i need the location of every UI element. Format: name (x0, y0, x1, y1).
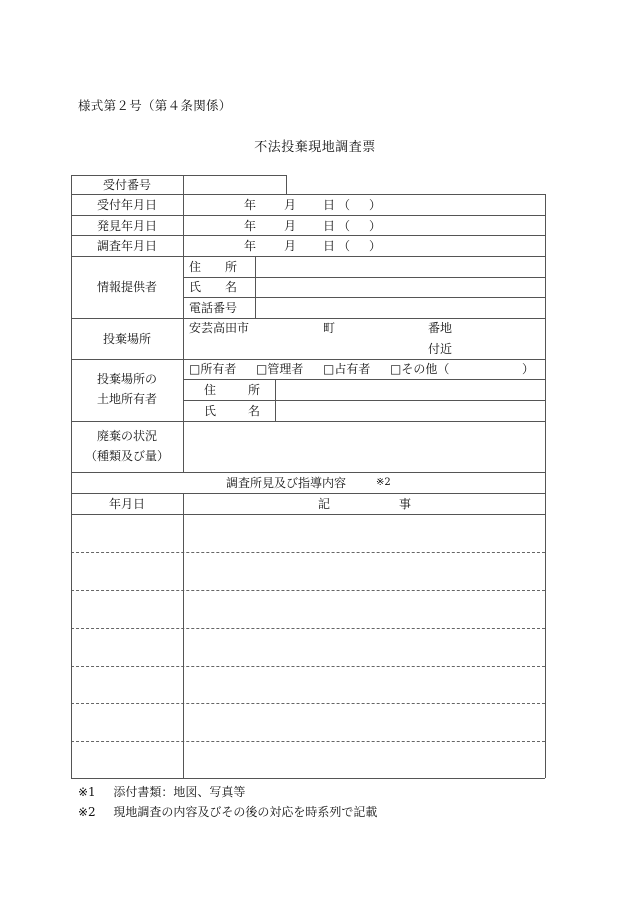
survey-weekday-close: ） (369, 239, 382, 253)
findings-record-header-2: 事 (399, 497, 412, 511)
findings-record-header-1: 記 (318, 497, 331, 511)
survey-month-unit: 月 (284, 239, 297, 253)
receipt-weekday-close: ） (369, 198, 382, 212)
dump-site-city: 安芸高田市 (189, 321, 250, 335)
footnote-2-text: 現地調査の内容及びその後の対応を時系列で記載 (113, 805, 378, 819)
survey-date-label: 調査年月日 (96, 239, 157, 253)
receipt-number-label: 受付番号 (102, 178, 151, 192)
dump-site-town: 町 (323, 321, 336, 335)
discovery-weekday-open: （ (338, 219, 351, 233)
landowner-label-line2: 土地所有者 (96, 392, 157, 406)
receipt-day-unit: 日 (323, 198, 336, 212)
waste-status-label-line2: （種類及び量） (84, 449, 169, 463)
footnote-1 (78, 783, 245, 800)
discovery-month-unit: 月 (284, 219, 297, 233)
other-paren-close: ） (522, 362, 535, 376)
other-checkbox[interactable]: □その他（ (390, 362, 450, 376)
dump-site-vicinity: 付近 (428, 342, 453, 356)
receipt-year-unit: 年 (244, 198, 257, 212)
receipt-date-label: 受付年月日 (96, 198, 157, 212)
discovery-year-unit: 年 (244, 219, 257, 233)
occupant-checkbox[interactable]: □占有者 (323, 362, 371, 376)
dump-site-banchi: 番地 (428, 321, 453, 335)
landowner-label-line1: 投棄場所の (96, 372, 157, 386)
survey-weekday-open: （ (338, 239, 351, 253)
receipt-month-unit: 月 (284, 198, 297, 212)
owner-checkbox[interactable]: □所有者 (189, 362, 237, 376)
discovery-weekday-close: ） (369, 219, 382, 233)
survey-day-unit: 日 (323, 239, 336, 253)
waste-status-label-line1: 廃棄の状況 (96, 429, 157, 443)
document-title: 不法投棄現地調査票 (254, 140, 376, 155)
footnote-2 (78, 803, 377, 820)
informant-address-label: 住 所 (189, 260, 244, 274)
discovery-day-unit: 日 (323, 219, 336, 233)
findings-date-header: 年月日 (108, 497, 145, 511)
landowner-address-label: 住 所 (204, 383, 271, 397)
informant-phone-label: 電話番号 (189, 301, 238, 315)
dump-site-label: 投棄場所 (102, 332, 151, 346)
landowner-name-label: 氏 名 (204, 404, 271, 418)
survey-year-unit: 年 (244, 239, 257, 253)
findings-header-note: ※2 (376, 477, 391, 488)
manager-checkbox[interactable]: □管理者 (256, 362, 304, 376)
footnote-1-mark: ※1 (78, 785, 96, 799)
informant-name-label: 氏 名 (189, 280, 244, 294)
informant-label: 情報提供者 (96, 280, 157, 294)
findings-header: 調査所見及び指導内容 (226, 476, 347, 490)
form-number: 様式第２号（第４条関係） (78, 98, 232, 113)
footnote-2-mark: ※2 (78, 805, 96, 819)
discovery-date-label: 発見年月日 (96, 219, 157, 233)
receipt-weekday-open: （ (338, 198, 351, 212)
footnote-1-text: 添付書類：地図、写真等 (113, 785, 246, 799)
